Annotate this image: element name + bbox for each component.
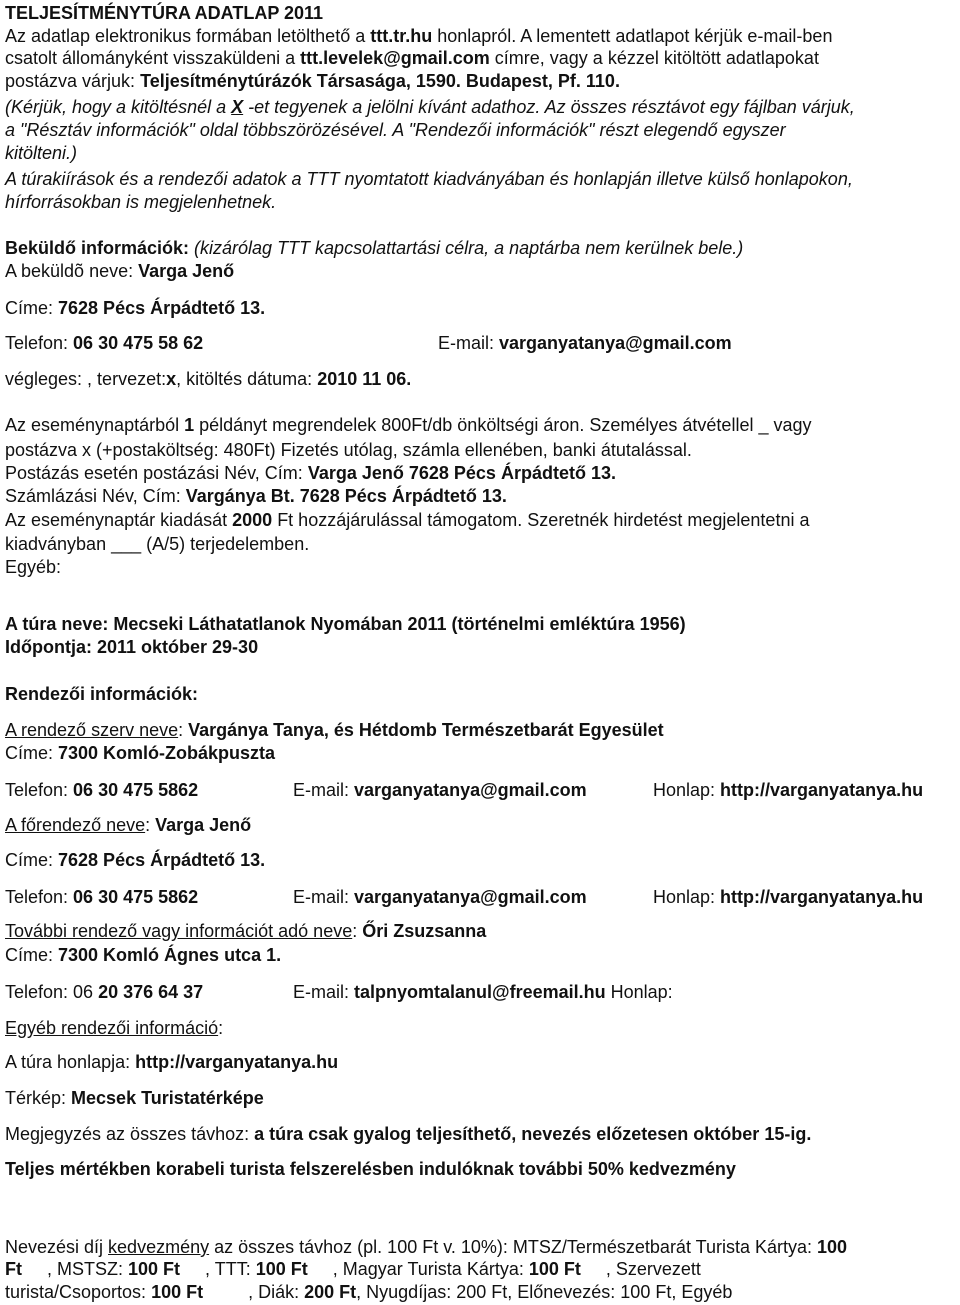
intro-line-1: Az adatlap elektronikus formában letölthető a ttt.tr.hu honlapról. A lementett adatlapot kérjük e-mail-ben	[5, 26, 833, 46]
order-line-4: Számlázási Név, Cím: Vargánya Bt. 7628 Pécs Árpádtető 13.	[5, 486, 507, 506]
note-line-3: kitölteni.)	[5, 143, 78, 163]
fee-line-3: turista/Csoportos: 100 Ft , Diák: 200 Ft, Nyugdíjas: 200 Ft, Előnevezés: 100 Ft, Egyéb	[5, 1282, 733, 1302]
organizer-heading: Rendezői információk:	[5, 684, 199, 704]
other-organizer: További rendező vagy információt adó neve: Őri Zsuzsanna	[5, 921, 487, 941]
discount-note: Teljes mértékben korabeli turista felszerelésben indulóknak további 50% kedvezmény	[5, 1159, 736, 1179]
other-email: E-mail: talpnyomtalanul@freemail.hu Honlap:	[293, 982, 673, 1002]
fee-line-2: Ft , MSTSZ: 100 Ft , TTT: 100 Ft , Magyar Turista Kártya: 100 Ft , Szervezett	[5, 1259, 701, 1279]
note-line-4: A túrakiírások és a rendezői adatok a TTT nyomtatott kiadványában és honlapján illetve külső honlapokon,	[5, 169, 853, 189]
other-phone: Telefon: 06 20 376 64 37	[5, 982, 204, 1002]
map-info: Térkép: Mecsek Turistatérképe	[5, 1088, 264, 1108]
chief-address: Címe: 7628 Pécs Árpádtető 13.	[5, 850, 266, 870]
org-website: Honlap: http://varganyatanya.hu	[653, 780, 924, 800]
sender-address: Címe: 7628 Pécs Árpádtető 13.	[5, 298, 266, 318]
order-line-1: Az eseménynaptárból 1 példányt megrendelek 800Ft/db önköltségi áron. Személyes átvétellel _ vagy	[5, 415, 812, 435]
page-title: TELJESÍTMÉNYTÚRA ADATLAP 2011	[5, 3, 324, 23]
org-email: E-mail: varganyatanya@gmail.com	[293, 780, 587, 800]
chief-website: Honlap: http://varganyatanya.hu	[653, 887, 924, 907]
tour-website: A túra honlapja: http://varganyatanya.hu	[5, 1052, 339, 1072]
intro-line-3: postázva várjuk: Teljesítménytúrázók Társasága, 1590. Budapest, Pf. 110.	[5, 71, 620, 91]
order-other: Egyéb:	[5, 557, 62, 577]
intro-line-2: csatolt állományként visszaküldeni a ttt.levelek@gmail.com címre, vagy a kézzel kitöltött adatlapokat	[5, 48, 819, 68]
fee-line-1: Nevezési díj kedvezmény az összes távhoz (pl. 100 Ft v. 10%): MTSZ/Természetbarát Turista Kártya: 100	[5, 1237, 848, 1257]
sender-phone: Telefon: 06 30 475 58 62	[5, 333, 204, 353]
note-line-1: (Kérjük, hogy a kitöltésnél a X -et tegyenek a jelölni kívánt adathoz. Az összes résztávot egy fájlban várjuk,	[5, 97, 855, 117]
sender-heading: Beküldő információk: (kizárólag TTT kapcsolattartási célra, a naptárba nem kerülnek bele.)	[5, 238, 744, 258]
sender-name: A beküldõ neve: Varga Jenő	[5, 261, 235, 281]
org-name: A rendező szerv neve: Vargánya Tanya, és Hétdomb Természetbarát Egyesület	[5, 720, 664, 740]
sender-status: végleges: , tervezet:x, kitöltés dátuma: 2010 11 06.	[5, 369, 412, 389]
other-address: Címe: 7300 Komló Ágnes utca 1.	[5, 945, 282, 965]
org-address: Címe: 7300 Komló-Zobákpuszta	[5, 743, 276, 763]
tour-name: A túra neve: Mecseki Láthatatlanok Nyomában 2011 (történelmi emléktúra 1956)	[5, 614, 686, 634]
note-line-2: a "Résztáv információk" oldal többszörözésével. A "Rendezői információk" részt elegendő egyszer	[5, 120, 786, 140]
distance-note: Megjegyzés az összes távhoz: a túra csak gyalog teljesíthető, nevezés előzetesen október 15-ig.	[5, 1124, 812, 1144]
org-phone: Telefon: 06 30 475 5862	[5, 780, 199, 800]
tour-date: Időpontja: 2011 október 29-30	[5, 637, 259, 657]
note-line-5: hírforrásokban is megjelenhetnek.	[5, 192, 277, 212]
misc-info: Egyéb rendezői információ:	[5, 1018, 224, 1038]
sender-email: E-mail: varganyatanya@gmail.com	[438, 333, 732, 353]
order-line-3: Postázás esetén postázási Név, Cím: Varga Jenő 7628 Pécs Árpádtető 13.	[5, 463, 616, 483]
chief-name: A főrendező neve: Varga Jenő	[5, 815, 252, 835]
chief-phone: Telefon: 06 30 475 5862	[5, 887, 199, 907]
order-line-6: kiadványban ___ (A/5) terjedelemben.	[5, 534, 310, 554]
order-line-2: postázva x (+postaköltség: 480Ft) Fizetés utólag, számla ellenében, banki átutalással.	[5, 440, 692, 460]
chief-email: E-mail: varganyatanya@gmail.com	[293, 887, 587, 907]
order-line-5: Az eseménynaptár kiadását 2000 Ft hozzájárulással támogatom. Szeretnék hirdetést megjelentetni a	[5, 510, 810, 530]
